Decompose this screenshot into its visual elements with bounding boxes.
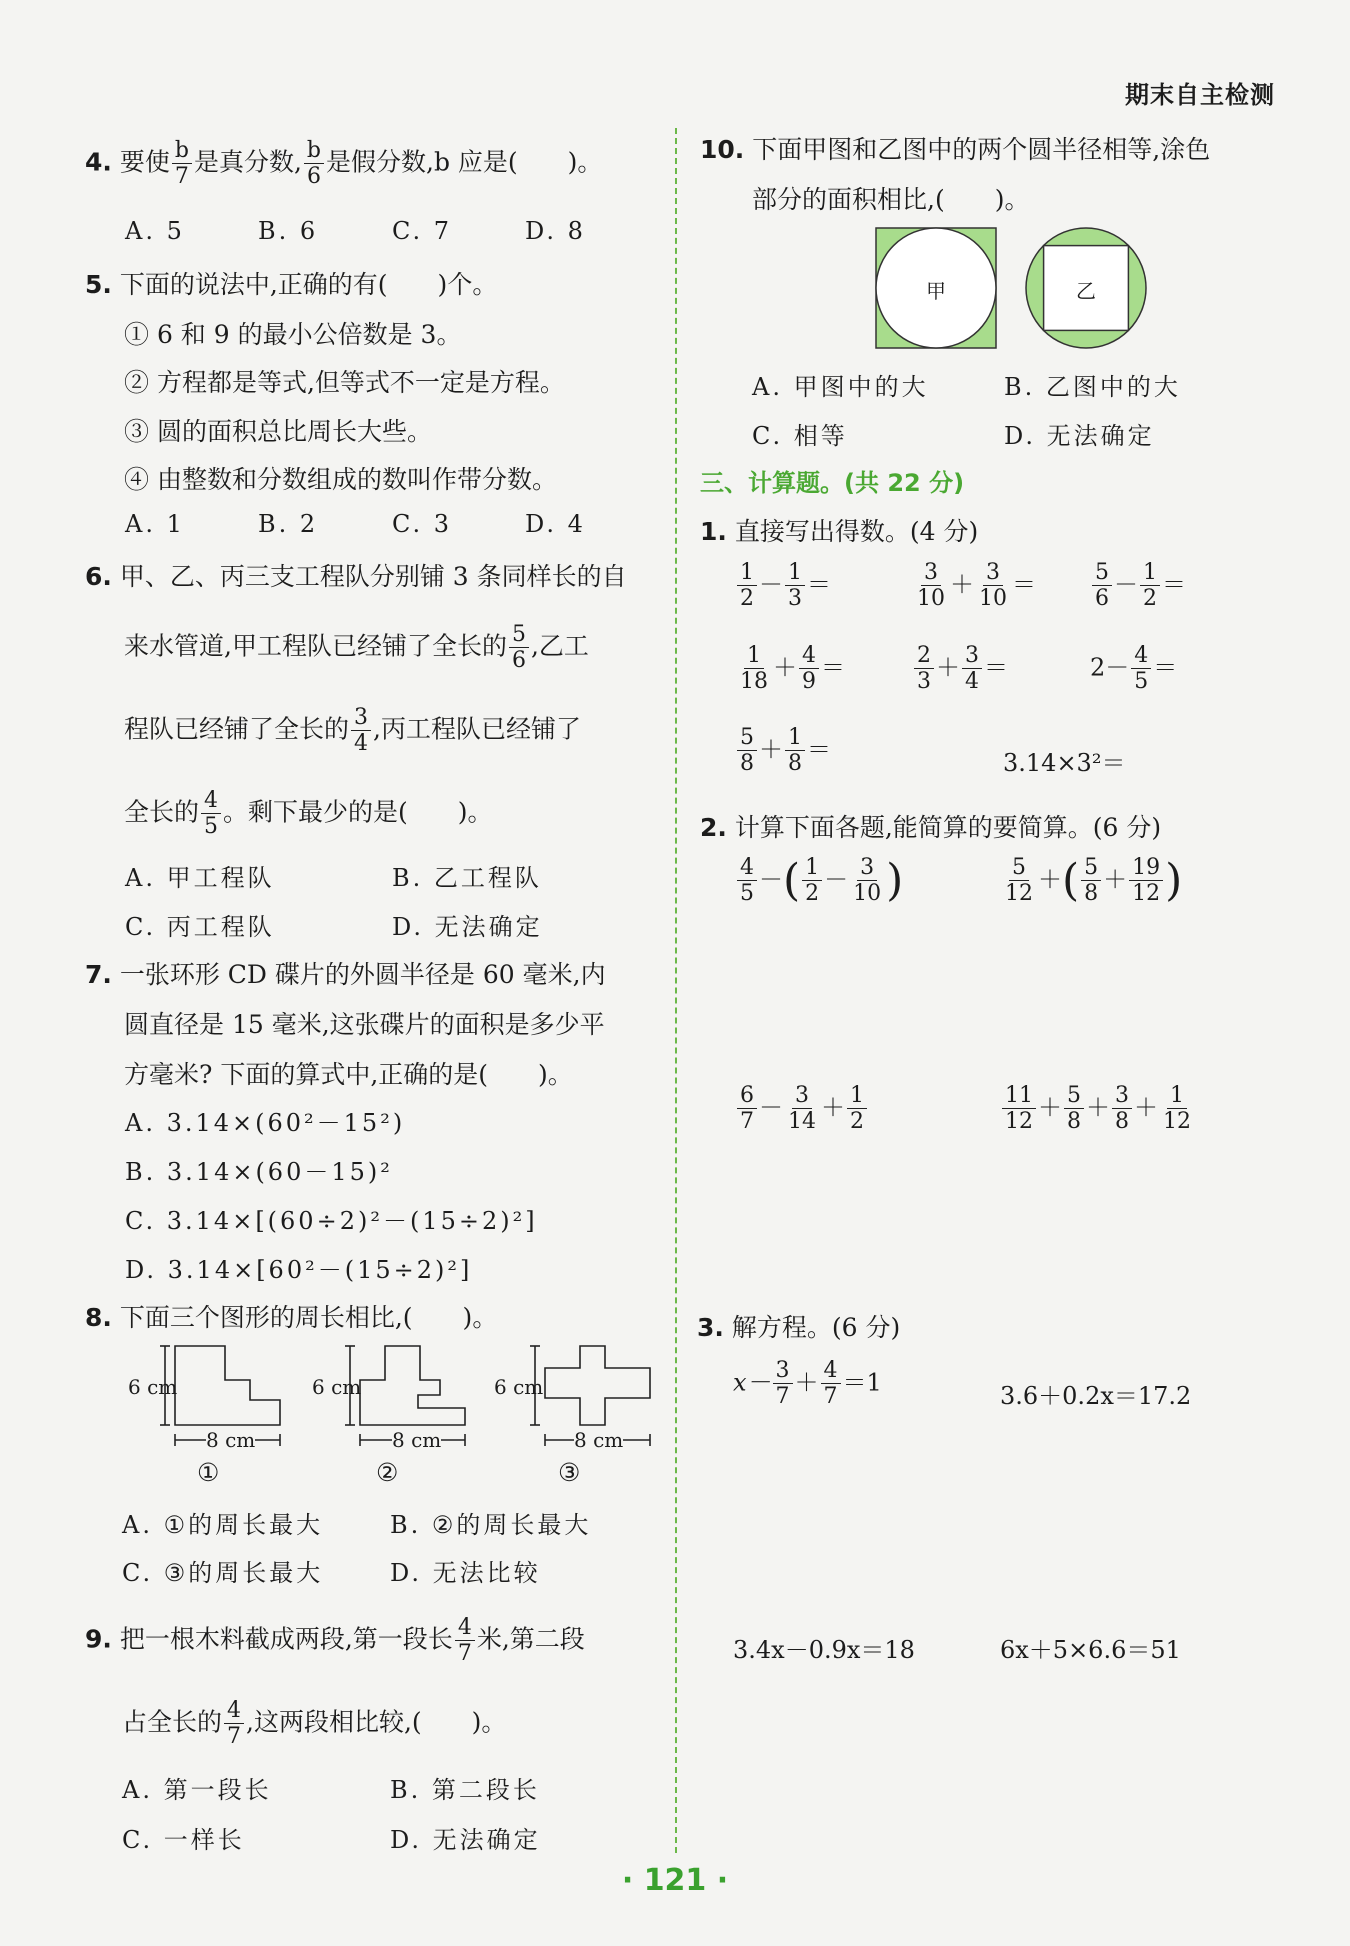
q7-option-c[interactable]: C. 3.14×[(60÷2)²－(15÷2)²] <box>125 1207 538 1235</box>
c3-eq-2: 3.6＋0.2x＝17.2 <box>1000 1382 1192 1410</box>
fig3-label: ③ <box>558 1458 581 1487</box>
fraction: $\frac{4}{7}$ <box>455 1615 475 1667</box>
c3-stem: 3. 解方程。(6 分) <box>697 1313 901 1342</box>
c2-stem: 2. 计算下面各题,能简算的要简算。(6 分) <box>700 813 1162 842</box>
q5-item-1: ① 6 和 9 的最小公倍数是 3。 <box>124 320 462 349</box>
q5-item-2: ② 方程都是等式,但等式不一定是方程。 <box>124 368 565 397</box>
q8-stem: 8. 下面三个图形的周长相比,( )。 <box>85 1303 498 1332</box>
q9-line-1: 9. 把一根木料截成两段,第一段长 $\frac{4}{7}$ 米,第二段 <box>85 1615 585 1667</box>
q6-option-d[interactable]: D. 无法确定 <box>392 913 543 941</box>
yi-label: 乙 <box>1076 279 1096 303</box>
q6-option-b[interactable]: B. 乙工程队 <box>392 864 542 892</box>
q7-option-a[interactable]: A. 3.14×(60²－15²) <box>125 1109 406 1137</box>
page-number: · 121 · <box>621 1863 729 1898</box>
q9-option-d[interactable]: D. 无法确定 <box>390 1826 541 1854</box>
fig1-height-label: 6 cm <box>128 1375 178 1399</box>
c2-expr-4: $\frac{11}{12}$ ＋ $\frac{5}{8}$ ＋ $\frac{3}{8}$ ＋ $\frac{1}{12}$ <box>1000 1083 1196 1135</box>
q10-line-1: 10. 下面甲图和乙图中的两个圆半径相等,涂色 <box>700 135 1211 164</box>
q4-option-c[interactable]: C. 7 <box>392 217 453 245</box>
c1-expr-1: $\frac{1}{2}$ － $\frac{1}{3}$ ＝ <box>735 560 831 612</box>
fraction: $\frac{4}{5}$ <box>201 788 221 840</box>
q8-option-b[interactable]: B. ②的周长最大 <box>390 1511 592 1539</box>
c1-expr-7: $\frac{5}{8}$ ＋ $\frac{1}{8}$ ＝ <box>735 725 831 777</box>
fraction: $\frac{3}{4}$ <box>351 705 371 757</box>
q4-stem: 4. 要使 $\frac{b}{7}$ 是真分数, $\frac{b}{6}$ 是假分数,b 应是( )。 <box>85 138 603 190</box>
q10-option-d[interactable]: D. 无法确定 <box>1004 422 1155 450</box>
jia-label: 甲 <box>926 279 946 303</box>
q5-option-d[interactable]: D. 4 <box>525 510 586 538</box>
q5-item-3: ③ 圆的面积总比周长大些。 <box>124 417 432 446</box>
fig2-width-label: 8 cm <box>392 1428 442 1452</box>
c2-expr-1: $\frac{4}{5}$ －( $\frac{1}{2}$ － $\frac{3}{10}$ ) <box>735 855 903 907</box>
q7-line-3: 方毫米? 下面的算式中,正确的是( )。 <box>124 1060 573 1089</box>
c3-eq-4: 6x＋5×6.6＝51 <box>1000 1636 1181 1664</box>
q6-line-2: 来水管道,甲工程队已经铺了全长的 $\frac{5}{6}$ ,乙工 <box>124 622 589 674</box>
q8-option-a[interactable]: A. ①的周长最大 <box>122 1511 324 1539</box>
fig1-width-label: 8 cm <box>206 1428 256 1452</box>
c2-expr-3: $\frac{6}{7}$ － $\frac{3}{14}$ ＋ $\frac{1}{2}$ <box>735 1083 869 1135</box>
fig3-height-label: 6 cm <box>494 1375 544 1399</box>
c1-expr-2: $\frac{3}{10}$ ＋ $\frac{3}{10}$ ＝ <box>917 560 1036 612</box>
q6-line-3: 程队已经铺了全长的 $\frac{3}{4}$ ,丙工程队已经铺了 <box>124 705 581 757</box>
fraction: $\frac{4}{7}$ <box>224 1698 244 1750</box>
q5-option-c[interactable]: C. 3 <box>392 510 453 538</box>
q6-line-4: 全长的 $\frac{4}{5}$ 。剩下最少的是( )。 <box>124 788 493 840</box>
q10-figures <box>870 224 1150 352</box>
q7-line-2: 圆直径是 15 毫米,这张碟片的面积是多少平 <box>124 1010 605 1039</box>
q10-option-a[interactable]: A. 甲图中的大 <box>752 373 929 401</box>
q6-option-c[interactable]: C. 丙工程队 <box>125 913 275 941</box>
c1-expr-6: 2－ $\frac{4}{5}$ ＝ <box>1090 643 1178 695</box>
c1-expr-3: $\frac{5}{6}$ － $\frac{1}{2}$ ＝ <box>1090 560 1186 612</box>
q10-option-c[interactable]: C. 相等 <box>752 422 848 450</box>
q5-option-a[interactable]: A. 1 <box>125 510 185 538</box>
page-header: 期末自主检测 <box>1125 81 1275 109</box>
fig1-label: ① <box>197 1458 220 1487</box>
q5-stem: 5. 下面的说法中,正确的有( )个。 <box>85 270 498 299</box>
q8-option-d[interactable]: D. 无法比较 <box>390 1559 541 1587</box>
q5-item-4: ④ 由整数和分数组成的数叫作带分数。 <box>124 465 557 494</box>
q7-option-d[interactable]: D. 3.14×[60²－(15÷2)²] <box>125 1256 473 1284</box>
fraction: $\frac{5}{6}$ <box>509 622 529 674</box>
fig2-label: ② <box>376 1458 399 1487</box>
q9-option-b[interactable]: B. 第二段长 <box>390 1776 540 1804</box>
q10-line-2: 部分的面积相比,( )。 <box>752 185 1030 214</box>
c1-expr-4: $\frac{1}{18}$ ＋ $\frac{4}{9}$ ＝ <box>740 643 845 695</box>
column-divider <box>675 128 677 1853</box>
q10-option-b[interactable]: B. 乙图中的大 <box>1004 373 1181 401</box>
q6-option-a[interactable]: A. 甲工程队 <box>125 864 275 892</box>
q4-option-b[interactable]: B. 6 <box>258 217 319 245</box>
fraction: $\frac{b}{7}$ <box>172 138 192 190</box>
c2-expr-2: $\frac{5}{12}$ ＋( $\frac{5}{8}$ ＋ $\frac{19}{12}$ ) <box>1005 854 1183 907</box>
section-3-title: 三、计算题。(共 22 分) <box>700 469 965 497</box>
c3-eq-3: 3.4x－0.9x＝18 <box>733 1636 915 1664</box>
q7-option-b[interactable]: B. 3.14×(60－15)² <box>125 1158 393 1186</box>
c3-eq-1: x－ $\frac{3}{7}$ ＋ $\frac{4}{7}$ ＝1 <box>733 1358 882 1410</box>
fig3-width-label: 8 cm <box>574 1428 624 1452</box>
fig2-height-label: 6 cm <box>312 1375 362 1399</box>
q4-option-a[interactable]: A. 5 <box>125 217 185 245</box>
q5-option-b[interactable]: B. 2 <box>258 510 319 538</box>
q9-line-2: 占全长的 $\frac{4}{7}$ ,这两段相比较,( )。 <box>122 1698 507 1750</box>
q7-line-1: 7. 一张环形 CD 碟片的外圆半径是 60 毫米,内 <box>85 960 606 989</box>
q4-option-d[interactable]: D. 8 <box>525 217 586 245</box>
c1-stem: 1. 直接写出得数。(4 分) <box>700 517 979 546</box>
q9-option-a[interactable]: A. 第一段长 <box>122 1776 272 1804</box>
q9-option-c[interactable]: C. 一样长 <box>122 1826 245 1854</box>
q8-option-c[interactable]: C. ③的周长最大 <box>122 1559 324 1587</box>
c1-expr-8: 3.14×3²＝ <box>1003 749 1126 777</box>
c1-expr-5: $\frac{2}{3}$ ＋ $\frac{3}{4}$ ＝ <box>912 643 1008 695</box>
fraction: $\frac{b}{6}$ <box>304 138 324 190</box>
q6-line-1: 6. 甲、乙、丙三支工程队分别铺 3 条同样长的自 <box>85 562 627 591</box>
